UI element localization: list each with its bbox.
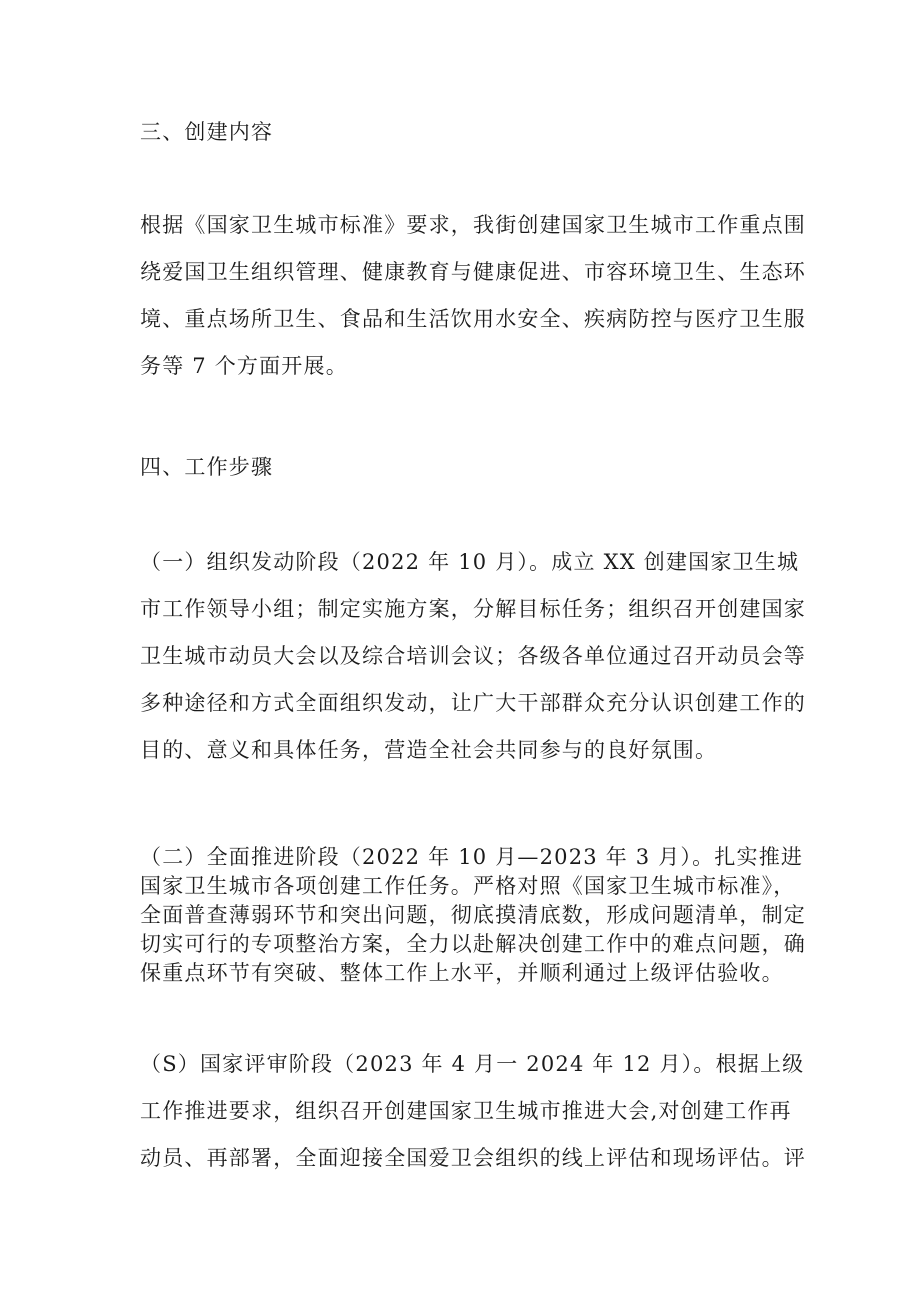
paragraph-line: 绕爱国卫生组织管理、健康教育与健康促进、市容环境卫生、生态环 xyxy=(140,260,806,284)
paragraph-line: 市工作领导小组；制定实施方案，分解目标任务；组织召开创建国家 xyxy=(140,597,806,621)
paragraph-line: 国家卫生城市各项创建工作任务。严格对照《国家卫生城市标准》， xyxy=(140,874,796,898)
paragraph-line: 全面普查薄弱环节和突出问题，彻底摸清底数，形成问题清单，制定 xyxy=(140,903,806,927)
section-heading-3: 三、创建内容 xyxy=(140,120,274,144)
paragraph-line: 务等 7 个方面开展。 xyxy=(140,354,348,378)
paragraph-line: （一）组织发动阶段（2022 年 10 月）。成立 XX 创建国家卫生城 xyxy=(140,550,800,574)
paragraph-line: 保重点环节有突破、整体工作上水平，并顺利通过上级评估验收。 xyxy=(140,961,784,985)
paragraph-line: 切实可行的专项整治方案，全力以赴解决创建工作中的难点问题，确 xyxy=(140,932,806,956)
paragraph-line: 目的、意义和具体任务，营造全社会共同参与的良好氛围。 xyxy=(140,738,718,762)
section-heading-4: 四、工作步骤 xyxy=(140,455,274,479)
paragraph-line: 卫生城市动员大会以及综合培训会议；各级各单位通过召开动员会等 xyxy=(140,644,806,668)
paragraph-line: 境、重点场所卫生、食品和生活饮用水安全、疾病防控与医疗卫生服 xyxy=(140,307,806,331)
paragraph-line: （二）全面推进阶段（2022 年 10 月—2023 年 3 月）。扎实推进 xyxy=(140,845,804,869)
paragraph-line: 动员、再部署，全面迎接全国爱卫会组织的线上评估和现场评估。评 xyxy=(140,1146,806,1170)
paragraph-line: （S）国家评审阶段（2023 年 4 月一 2024 年 12 月）。根据上级 xyxy=(140,1052,805,1076)
paragraph-line: 根据《国家卫生城市标准》要求，我街创建国家卫生城市工作重点围 xyxy=(140,213,806,237)
paragraph-line: 工作推进要求，组织召开创建国家卫生城市推进大会,对创建工作再 xyxy=(140,1099,792,1123)
paragraph-line: 多种途径和方式全面组织发动，让广大干部群众充分认识创建工作的 xyxy=(140,691,806,715)
